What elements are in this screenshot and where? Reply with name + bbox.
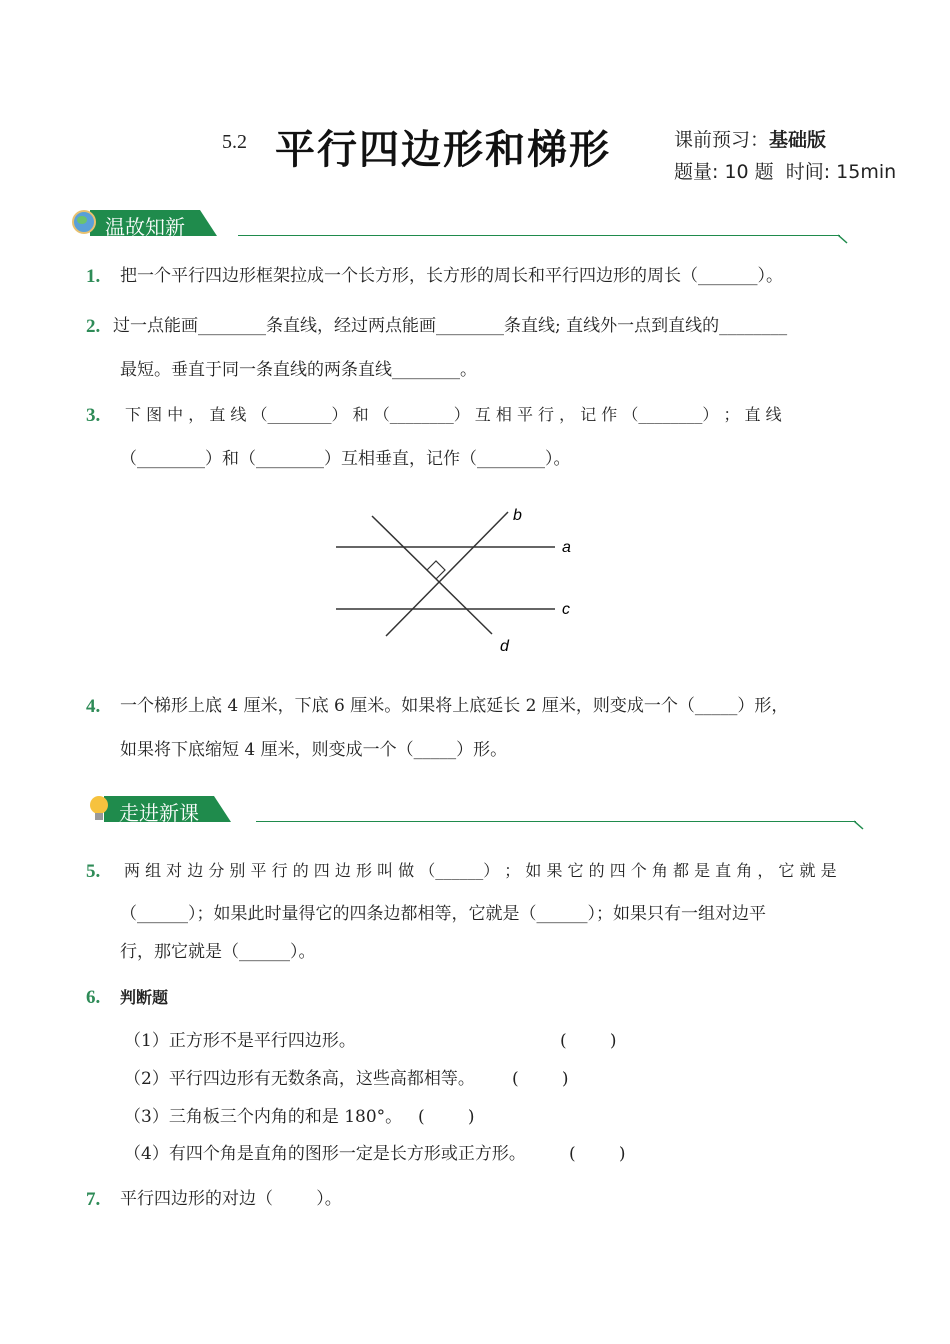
line-d (372, 516, 492, 634)
question-text: 最短。垂直于同一条直线的两条直线________。 (120, 360, 477, 380)
section-divider (238, 235, 840, 236)
preview-info (674, 125, 826, 152)
question-number: 7. (86, 1189, 101, 1210)
judge-item: （3）三角板三个内角的和是 180°。 (124, 1107, 403, 1127)
question-text: 如果将下底缩短 4 厘米，则变成一个（_____）形。 (120, 740, 508, 760)
question-number: 2. (86, 316, 101, 337)
section-title-review: 温故知新 (105, 215, 185, 239)
question-text: 行，那它就是（______）。 (120, 942, 316, 962)
question-text: 把一个平行四边形框架拉成一个长方形，长方形的周长和平行四边形的周长（_______）。 (120, 266, 783, 286)
preview-label: 课前预习： (674, 129, 770, 151)
question-text: 下 图 中 ， 直 线 （________） 和 （________） 互 相 平 行 ， 记 作 （________） ； 直 线 (125, 405, 782, 424)
section-number: 5.2 (222, 131, 247, 153)
label-a: a (562, 539, 571, 556)
question-text: 一个梯形上底 4 厘米，下底 6 厘米。如果将上底延长 2 厘米，则变成一个（_____）形， (120, 696, 789, 716)
question-text: （________）和（________）互相垂直，记作（________）。 (120, 449, 571, 469)
question-number: 1. (86, 266, 101, 287)
question-number: 4. (86, 696, 101, 717)
label-d: d (500, 638, 509, 655)
judge-paren[interactable]: ( ) (512, 1069, 569, 1089)
page-title: 平行四边形和梯形 (275, 127, 611, 173)
lines-figure (330, 500, 590, 660)
section-divider (256, 821, 856, 822)
question-text: 两 组 对 边 分 别 平 行 的 四 边 形 叫 做 （______） ； 如 果 它 的 四 个 角 都 是 直 角 ， 它 就 是 (124, 861, 837, 880)
divider-end (854, 819, 866, 831)
question-title: 判断题 (120, 988, 169, 1007)
judge-paren[interactable]: ( ) (418, 1107, 475, 1127)
question-text: 过一点能画________条直线，经过两点能画________条直线; 直线外一点到直线的________ (113, 316, 788, 336)
question-number: 5. (86, 861, 101, 882)
question-text: 平行四边形的对边（ ）。 (120, 1189, 342, 1209)
label-c: c (562, 601, 570, 618)
section-banner-new (86, 794, 236, 824)
question-number: 6. (86, 987, 101, 1008)
divider-end (838, 233, 850, 245)
question-text: （______）；如果此时量得它的四条边都相等，它就是（______）；如果只有一组对边平 (120, 904, 766, 924)
label-b: b (513, 507, 522, 524)
judge-item: （4）有四个角是直角的图形一定是长方形或正方形。 (124, 1144, 526, 1164)
section-banner-review (72, 208, 222, 238)
judge-item: （2）平行四边形有无数条高，这些高都相等。 (124, 1069, 475, 1089)
preview-level: 基础版 (769, 129, 827, 151)
right-angle-mark (427, 561, 445, 579)
line-b (386, 512, 508, 636)
question-number: 3. (86, 405, 101, 426)
judge-paren[interactable]: ( ) (560, 1031, 617, 1051)
quiz-meta: 题量: 10 题 时间: 15min (674, 161, 897, 183)
judge-paren[interactable]: ( ) (569, 1144, 626, 1164)
judge-item: （1）正方形不是平行四边形。 (124, 1031, 356, 1051)
section-title-new: 走进新课 (119, 801, 199, 825)
